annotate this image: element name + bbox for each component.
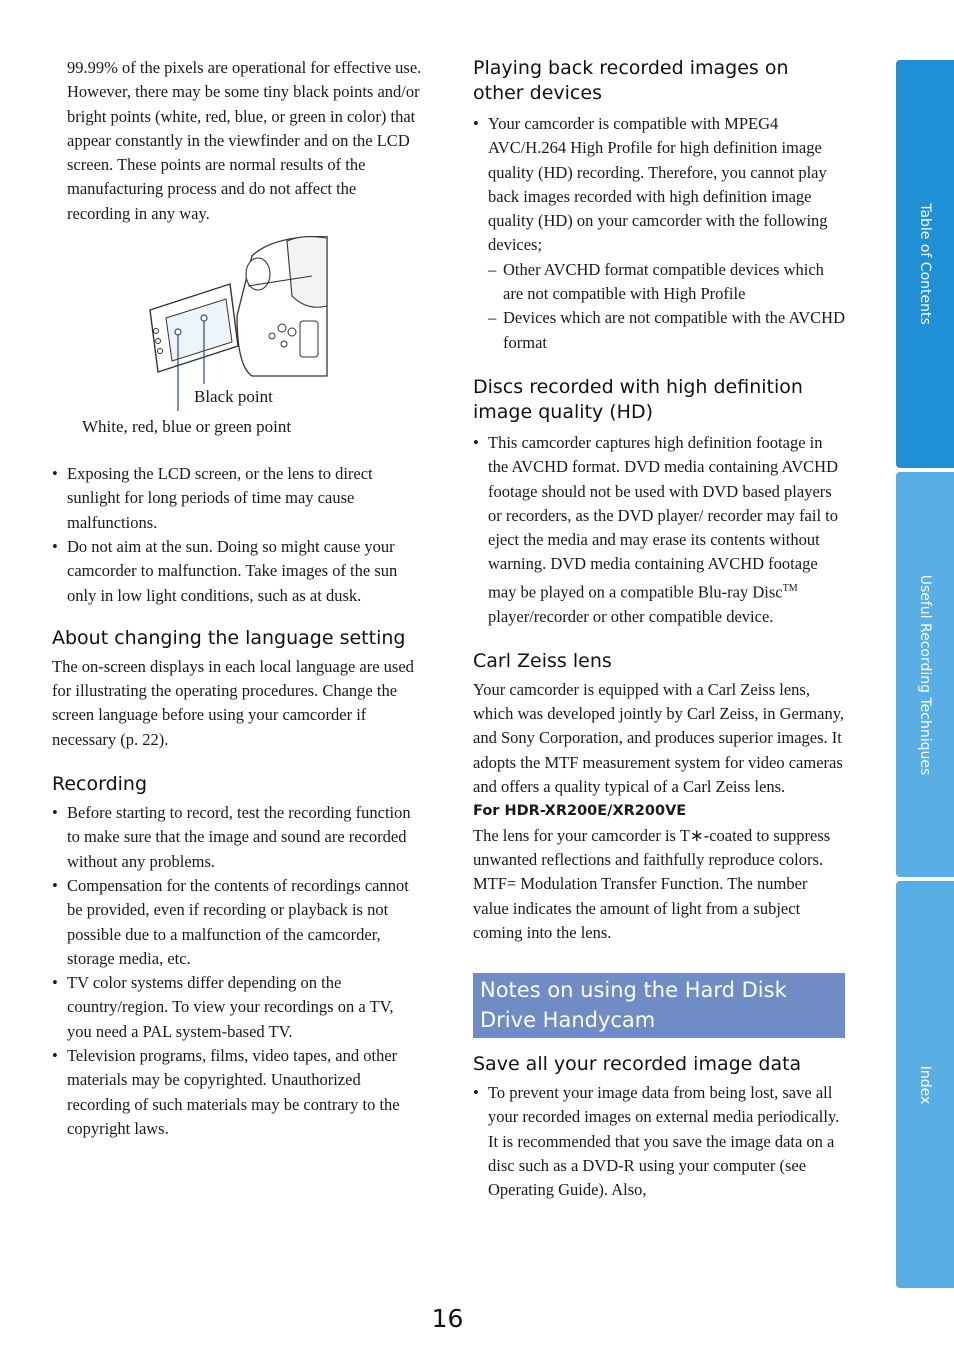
intro-paragraph: 99.99% of the pixels are operational for effective use. However, there may be some tiny black points and/or bright points (white, red, blue, or green in color) that appear constantly in the viewfinder and on the LCD screen. These points are normal results of the manufacturing process and do not affect the recording in any way. [67,58,422,223]
list-item: • TV color systems differ depending on the country/region. To view your recordings on a TV, you need a PAL system-based TV. [52,971,422,1044]
page-number: 16 [431,1304,464,1333]
playback-list [473,112,845,258]
discs-text-1: This camcorder captures high definition footage in the AVCHD format. DVD media containing AVCHD footage should not be used with DVD based players or recorders, as the DVD player/ recorder may fail to eject the media and may erase its contents without warning. DVD media containing AVCHD footage may be played on a compatible Blu-ray Disc [488,432,839,602]
zeiss-heading: Carl Zeiss lens [473,649,612,672]
language-heading: About changing the language setting [52,626,406,649]
playback-dash-list [488,258,845,355]
recording-list [52,801,422,1141]
camcorder-figure [52,236,422,462]
zeiss-coating: The lens for your camcorder is T∗-coated to suppress unwanted reflections and faithfully reproduce colors. [473,825,831,869]
save-heading: Save all your recorded image data [473,1053,802,1076]
white-point-label: White, red, blue or green point [82,417,292,437]
tab-table-of-contents[interactable] [896,60,954,468]
left-column [52,56,422,1141]
list-item: – Other AVCHD format compatible devices which are not compatible with High Profile [488,258,845,307]
section-band: Notes on using the Hard Disk Drive Handycam [473,973,845,1038]
right-column [473,56,845,1203]
tab-useful-recording-techniques[interactable] [896,472,954,877]
black-point-label: Black point [194,387,273,407]
tab-label: Index [917,1065,933,1104]
list-item: – Devices which are not compatible with the AVCHD format [488,306,845,355]
list-item: • Compensation for the contents of recordings cannot be provided, even if recording or playback is not possible due to a malfunction of the camcorder, storage media, etc. [52,874,422,971]
save-list [473,1081,845,1202]
zeiss-mtf: MTF= Modulation Transfer Function. The number value indicates the amount of light from a subject coming into the lens. [473,874,808,942]
language-body: The on-screen displays in each local language are used for illustrating the operating procedures. Change the screen language before using your camcorder if necessary (p. 22). [52,656,414,749]
playback-heading: Playing back recorded images on other devices [473,57,789,104]
bullet-list-top [52,462,422,608]
list-item: • Exposing the LCD screen, or the lens to direct sunlight for long periods of time may cause malfunctions. [52,462,422,535]
tab-label: Useful Recording Techniques [917,574,933,775]
discs-list [473,431,845,629]
list-item: • To prevent your image data from being lost, save all your recorded images on external media periodically. It is recommended that you save the image data on a disc such as a DVD-R using your computer (see Operating Guide). Also, [473,1081,845,1202]
tab-index[interactable] [896,881,954,1288]
zeiss-body: Your camcorder is equipped with a Carl Zeiss lens, which was developed jointly by Carl Zeiss, in Germany, and Sony Corporation, and produces superior images. It adopts the MTF measurement system for video cameras and offers a quality typical of a Carl Zeiss lens. [473,679,845,797]
model-label: For HDR-XR200E/XR200VE [473,803,687,820]
recording-heading: Recording [52,773,148,796]
list-item: • Do not aim at the sun. Doing so might cause your camcorder to malfunction. Take images of the sun only in low light conditions, such as at dusk. [52,535,422,608]
discs-heading: Discs recorded with high definition image quality (HD) [473,375,803,423]
tab-label: Table of Contents [917,203,933,325]
trademark-mark: TM [782,582,798,594]
list-item: • Before starting to record, test the recording function to make sure that the image and sound are recorded without any problems. [52,801,422,874]
list-item: • Television programs, films, video tapes, and other materials may be copyrighted. Unauthorized recording of such materials may be contrary to the copyright laws. [52,1044,422,1141]
list-item [473,431,845,629]
discs-text-2: player/recorder or other compatible device. [488,606,774,626]
list-item: • Your camcorder is compatible with MPEG4 AVC/H.264 High Profile for high definition image quality (HD) recording. Therefore, you cannot play back images recorded with high definition image quality (HD) on your camcorder with the following devices; [473,112,845,258]
